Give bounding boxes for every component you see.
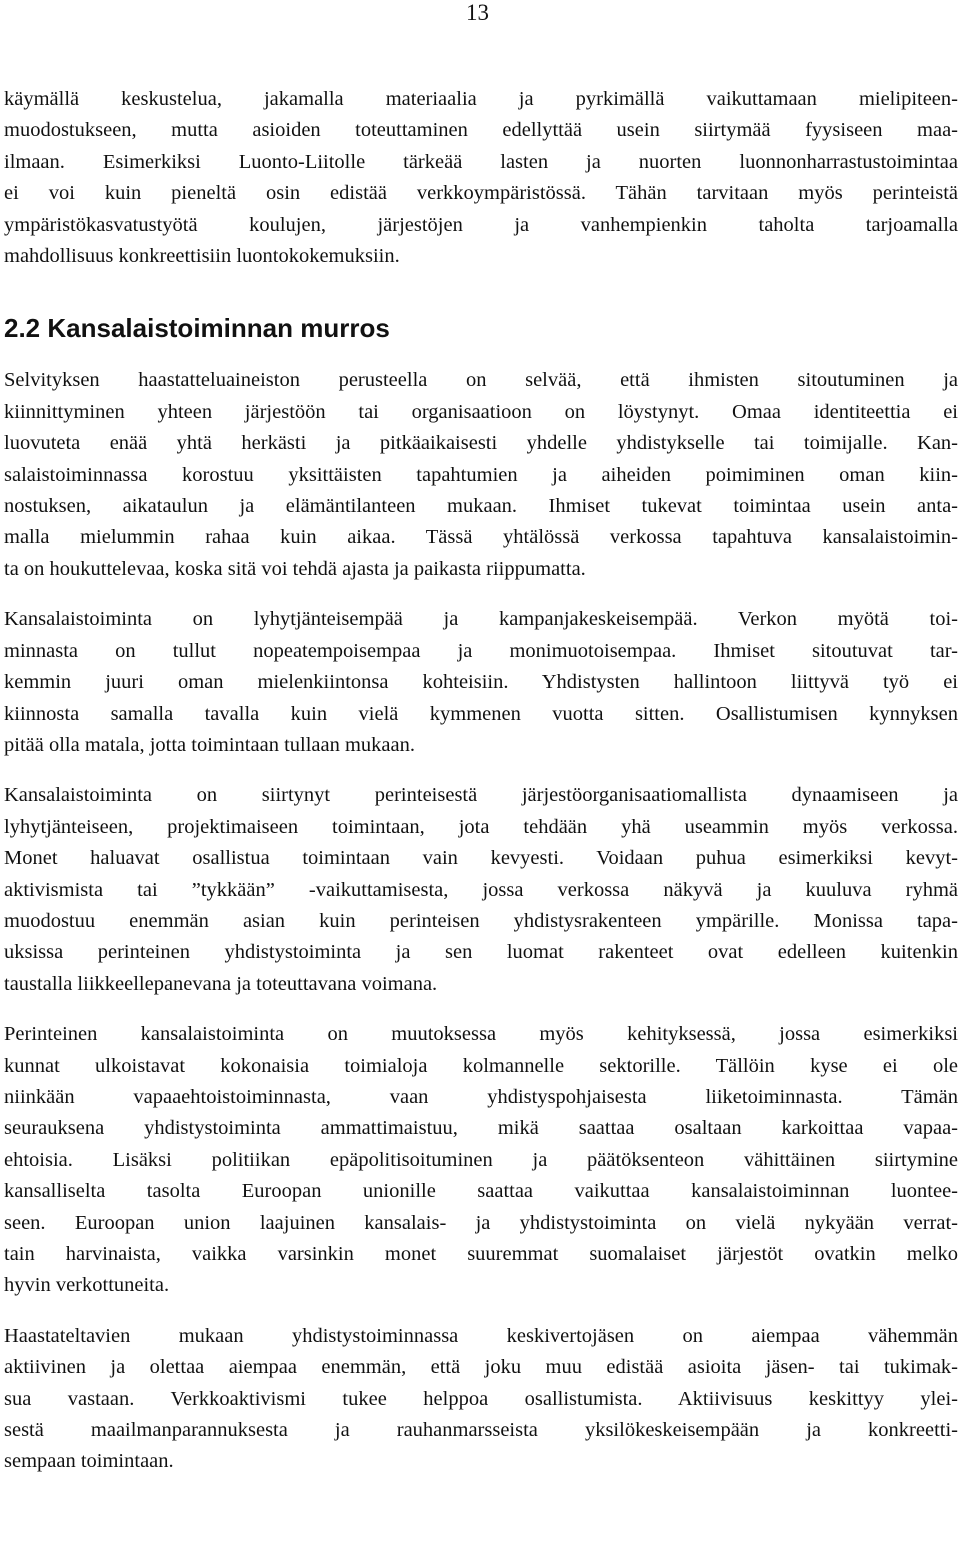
body-paragraph	[4, 365, 958, 585]
text-line: sua vastaan. Verkkoaktivismi tukee helppoa osallistumista. Aktiivisuus keskittyy ylei-	[4, 1387, 958, 1410]
text-line: seen. Euroopan union laajuinen kansalais- ja yhdistystoiminta on vielä nykyään verrat-	[4, 1211, 958, 1234]
text-line: minnasta on tullut nopeatempoisempaa ja monimuotoisempaa. Ihmiset sitoutuvat tar-	[4, 639, 958, 662]
text-line: lyhytjänteiseen, projektimaiseen toimintaan, jota tehdään yhä useammin myös verkossa.	[4, 815, 958, 838]
text-line: Kansalaistoiminta on siirtynyt perinteisestä järjestöorganisaatiomallista dynaamiseen ja	[4, 784, 958, 807]
document-body	[4, 84, 958, 1478]
text-line: Kansalaistoiminta on lyhytjänteisempää ja kampanjakeskeisempää. Verkon myötä toi-	[4, 608, 958, 631]
text-line: kiinnosta samalla tavalla kuin vielä kymmenen vuotta sitten. Osallistumisen kynnyksen	[4, 702, 958, 725]
text-line: ympäristökasvatustyötä koulujen, järjestöjen ja vanhempienkin taholta tarjoamalla	[4, 213, 958, 236]
text-line: ehtoisia. Lisäksi politiikan epäpolitisoituminen ja päätöksenteon vähittäinen siirtymine	[4, 1148, 958, 1171]
text-line: ta on houkuttelevaa, koska sitä voi tehdä ajasta ja paikasta riippumatta.	[4, 557, 586, 580]
text-line: muodostuu enemmän asian kuin perinteisen yhdistysrakenteen ympärille. Monissa tapa-	[4, 909, 958, 932]
text-line: salaistoiminnassa korostuu yksittäisten tapahtumien ja aiheiden poimiminen oman kiin-	[4, 463, 958, 486]
text-line: muodostukseen, mutta asioiden toteuttaminen edellyttää usein siirtymää fyysiseen maa-	[4, 119, 958, 142]
text-line: Selvityksen haastatteluaineiston perusteella on selvää, että ihmisten sitoutuminen ja	[4, 369, 958, 392]
body-paragraph	[4, 780, 958, 1000]
text-line: sestä maailmanparannuksesta ja rauhanmarsseista yksilökeskeisempään ja konkreetti-	[4, 1419, 958, 1442]
body-paragraph	[4, 604, 958, 761]
text-line: kunnat ulkoistavat kokonaisia toimialoja kolmannelle sektorille. Tällöin kyse ei ole	[4, 1054, 958, 1077]
text-line: mahdollisuus konkreettisiin luontokokemuksiin.	[4, 245, 400, 268]
text-line: kiinnittyminen yhteen järjestöön tai organisaatioon on löystynyt. Omaa identiteettia ei	[4, 400, 958, 423]
text-line: aktiivinen ja olettaa aiempaa enemmän, että joku muu edistää asioita jäsen- tai tukimak-	[4, 1356, 958, 1379]
text-line: käymällä keskustelua, jakamalla materiaalia ja pyrkimällä vaikuttamaan mielipiteen-	[4, 88, 958, 110]
text-line: Perinteinen kansalaistoiminta on muutoksessa myös kehityksessä, jossa esimerkiksi	[4, 1023, 958, 1046]
text-line: malla mielummin rahaa kuin aikaa. Tässä yhtälössä verkossa tapahtuva kansalaistoimin-	[4, 526, 958, 549]
body-paragraph	[4, 1321, 958, 1478]
text-line: ei voi kuin pieneltä osin edistää verkkoympäristössä. Tähän tarvitaan myös perinteistä	[4, 182, 958, 205]
text-line: luovuteta enää yhtä herkästi ja pitkäaikaisesti yhdelle yhdistykselle tai toimijalle. Kan-	[4, 432, 958, 455]
section-heading: 2.2 Kansalaistoiminnan murros	[4, 313, 390, 344]
text-line: aktivismista tai ”tykkään” -vaikuttamisesta, jossa verkossa näkyvä ja kuuluva ryhmä	[4, 878, 958, 901]
text-line: Monet haluavat osallistua toimintaan vain kevyesti. Voidaan puhua esimerkiksi kevyt-	[4, 847, 958, 870]
page-number: 13	[466, 0, 489, 25]
text-line: hyvin verkottuneita.	[4, 1274, 170, 1297]
intro-paragraph	[4, 84, 958, 272]
text-line: tain harvinaista, vaikka varsinkin monet suuremmat suomalaiset järjestöt ovatkin melko	[4, 1243, 958, 1265]
text-line: seurauksena yhdistystoiminta ammattimaistuu, mikä saattaa osaltaan karkoittaa vapaa-	[4, 1117, 958, 1140]
text-line: taustalla liikkeellepanevana ja toteuttavana voimana.	[4, 972, 438, 995]
text-line: kemmin juuri oman mielenkiintonsa kohteisiin. Yhdistysten hallintoon liittyvä työ ei	[4, 671, 958, 694]
text-line: nostuksen, aikataulun ja elämäntilanteen mukaan. Ihmiset tukevat toimintaa usein anta-	[4, 495, 958, 518]
text-line: uksissa perinteinen yhdistystoiminta ja sen luomat rakenteet ovat edelleen kuitenkin	[4, 941, 958, 964]
text-line: niinkään vapaaehtoistoiminnasta, vaan yhdistyspohjaisesta liiketoiminnasta. Tämän	[4, 1085, 958, 1108]
text-line: kansalliselta tasolta Euroopan unionille saattaa vaikuttaa kansalaistoiminnan luontee-	[4, 1180, 958, 1203]
text-line: ilmaan. Esimerkiksi Luonto-Liitolle tärkeää lasten ja nuorten luonnonharrastustoimintaa	[4, 150, 958, 173]
text-line: pitää olla matala, jotta toimintaan tullaan mukaan.	[4, 733, 416, 756]
text-line: Haastateltavien mukaan yhdistystoiminnassa keskivertojäsen on aiempaa vähemmän	[4, 1324, 958, 1347]
text-line: sempaan toimintaan.	[4, 1450, 174, 1473]
body-paragraph	[4, 1019, 958, 1302]
